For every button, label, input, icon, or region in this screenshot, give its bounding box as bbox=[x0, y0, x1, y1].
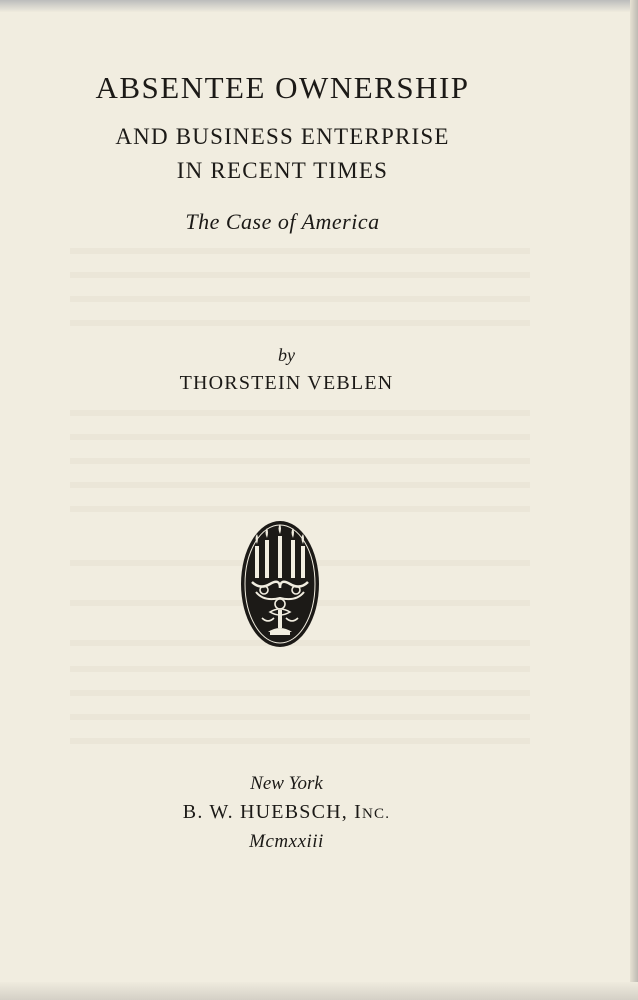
bleed-through-line bbox=[70, 248, 530, 254]
candelabrum-emblem-icon bbox=[240, 520, 320, 648]
subtitle-line-2: IN RECENT TIMES bbox=[176, 158, 389, 183]
bleed-through-line bbox=[70, 296, 530, 302]
publication-year: Mcmxxiii bbox=[249, 831, 324, 852]
book-title: ABSENTEE OWNERSHIP bbox=[95, 70, 470, 105]
page-top-shadow bbox=[0, 0, 638, 12]
author-name: THORSTEIN VEBLEN bbox=[179, 372, 394, 394]
page-bottom-edge bbox=[0, 982, 638, 1000]
case-subtitle: The Case of America bbox=[185, 209, 380, 234]
bleed-through-line bbox=[70, 738, 530, 744]
page-right-edge bbox=[630, 0, 638, 1000]
publisher-main: B. W. HUEBSCH, I bbox=[182, 801, 363, 823]
bleed-through-line bbox=[70, 714, 530, 720]
bleed-through-line bbox=[70, 320, 530, 326]
bleed-through-line bbox=[70, 434, 530, 440]
bleed-through-line bbox=[70, 410, 530, 416]
subtitle-line-1: AND BUSINESS ENTERPRISE bbox=[115, 124, 450, 149]
bleed-through-line bbox=[70, 690, 530, 696]
bleed-through-line bbox=[70, 458, 530, 464]
bleed-through-line bbox=[70, 506, 530, 512]
publication-place: New York bbox=[250, 773, 323, 794]
publisher-suffix: NC. bbox=[362, 806, 391, 822]
bleed-through-line bbox=[70, 666, 530, 672]
bleed-through-line bbox=[70, 272, 530, 278]
publisher-name bbox=[4, 801, 569, 824]
by-label: by bbox=[278, 345, 295, 365]
bleed-through-line bbox=[70, 482, 530, 488]
